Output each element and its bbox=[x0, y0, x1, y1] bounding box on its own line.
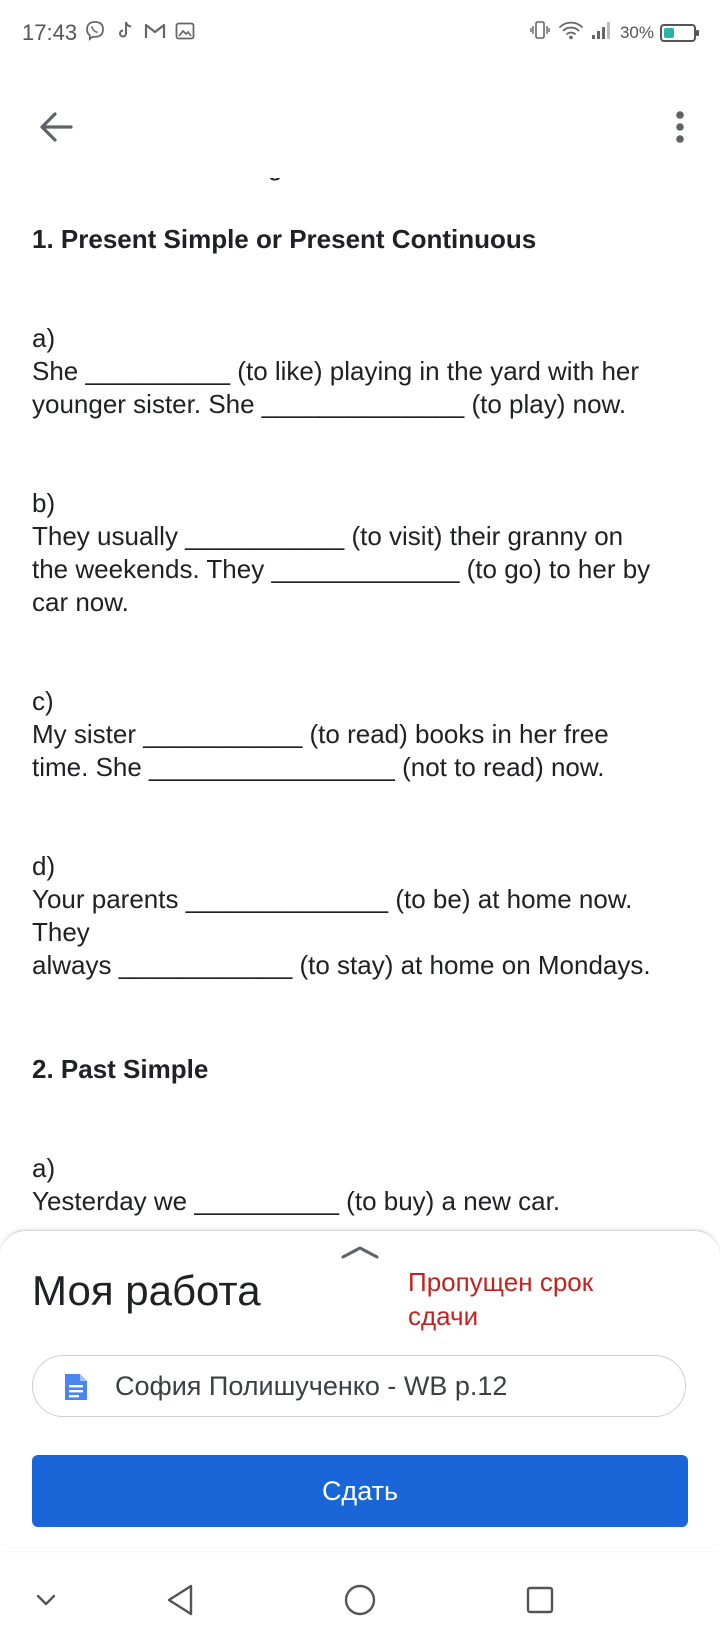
chevron-up-icon bbox=[340, 1243, 380, 1261]
item-text: always ____________ (to stay) at home on Mondays. bbox=[32, 950, 651, 980]
wifi-icon bbox=[558, 19, 584, 46]
item-text: car now. bbox=[32, 587, 129, 617]
exercise-item bbox=[32, 487, 702, 619]
section-heading: 1. Present Simple or Present Continuous bbox=[32, 224, 537, 254]
item-label: a) bbox=[32, 323, 56, 353]
item-label: b) bbox=[32, 488, 56, 518]
recents-square-icon bbox=[525, 1585, 555, 1615]
tiktok-icon bbox=[112, 18, 138, 44]
status-bar bbox=[0, 0, 720, 66]
status-time: 17:43 bbox=[22, 20, 78, 45]
status-right bbox=[528, 18, 696, 47]
system-nav-bar bbox=[0, 1560, 720, 1640]
attachment-chip[interactable] bbox=[32, 1355, 686, 1417]
chevron-down-icon bbox=[35, 1593, 57, 1607]
exercise-item bbox=[32, 322, 702, 421]
home-circle-icon bbox=[343, 1583, 377, 1617]
gallery-icon bbox=[172, 18, 198, 44]
item-text: Yesterday we __________ (to buy) a new car. bbox=[32, 1186, 561, 1216]
deadline-status: Пропущен срок сдачи bbox=[408, 1267, 594, 1331]
item-text: They bbox=[32, 917, 90, 947]
more-options-button[interactable] bbox=[658, 98, 702, 156]
gmail-icon bbox=[142, 18, 168, 44]
item-label: c) bbox=[32, 686, 54, 716]
battery-percent: 30% bbox=[619, 22, 654, 42]
back-button[interactable] bbox=[28, 102, 84, 152]
expand-sheet-handle[interactable] bbox=[340, 1243, 380, 1261]
assignment-content[interactable] bbox=[0, 150, 720, 1230]
item-text: My sister ___________ (to read) books in her free bbox=[32, 719, 609, 749]
item-text: Your parents ______________ (to be) at home now. bbox=[32, 884, 633, 914]
sheet-title: Моя работа bbox=[32, 1267, 261, 1314]
attachment-label: София Полишученко - WB p.12 bbox=[115, 1371, 508, 1401]
back-triangle-icon bbox=[165, 1583, 195, 1617]
item-label: d) bbox=[32, 851, 56, 881]
battery-icon bbox=[660, 24, 696, 42]
my-work-sheet bbox=[0, 1230, 720, 1551]
item-text: younger sister. She ______________ (to play) now. bbox=[32, 389, 627, 419]
nav-recents-button[interactable] bbox=[514, 1574, 566, 1626]
signal-icon bbox=[590, 19, 614, 46]
vibrate-icon bbox=[528, 18, 552, 47]
item-text: They usually ___________ (to visit) their granny on bbox=[32, 521, 624, 551]
viber-icon bbox=[82, 18, 108, 44]
hide-nav-button[interactable] bbox=[20, 1574, 72, 1626]
google-docs-icon bbox=[63, 1372, 89, 1407]
item-label: a) bbox=[32, 1153, 56, 1183]
item-text: She __________ (to like) playing in the yard with her bbox=[32, 356, 640, 386]
exercise-item bbox=[32, 685, 702, 784]
item-text: time. She _________________ (not to read) now. bbox=[32, 752, 605, 782]
item-text: the weekends. They _____________ (to go) to her by bbox=[32, 554, 651, 584]
notification-icons bbox=[82, 18, 198, 44]
exercise-item bbox=[32, 1152, 702, 1218]
arrow-back-icon bbox=[38, 111, 74, 143]
more-vert-icon bbox=[675, 110, 685, 144]
exercise-item bbox=[32, 850, 702, 982]
nav-home-button[interactable] bbox=[334, 1574, 386, 1626]
app-bar bbox=[0, 66, 720, 178]
battery-fill bbox=[664, 28, 674, 38]
nav-back-button[interactable] bbox=[154, 1574, 206, 1626]
section-heading: 2. Past Simple bbox=[32, 1054, 209, 1084]
submit-button[interactable]: Сдать bbox=[32, 1455, 688, 1527]
